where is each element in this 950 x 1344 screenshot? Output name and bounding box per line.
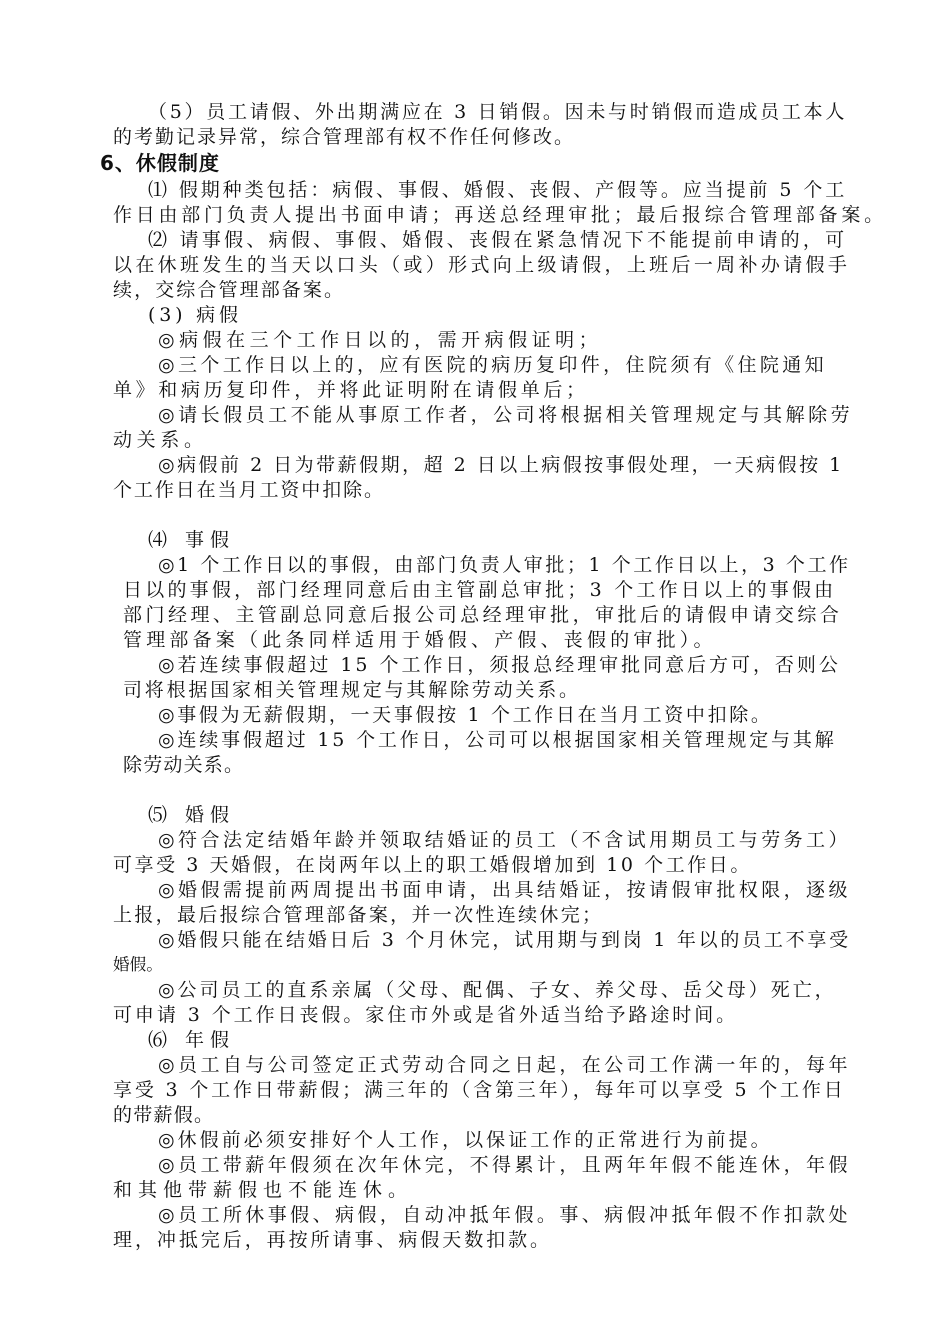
section-heading: 6、休假制度 (100, 151, 220, 175)
paragraph-line: 上报，最后报综合管理部备案，并一次性连续休完； (113, 904, 604, 926)
paragraph-line: 续，交综合管理部备案。 (113, 279, 346, 301)
paragraph-line: ◎符合法定结婚年龄并领取结婚证的员工（不含试用期员工与劳务工） (158, 829, 851, 851)
paragraph-line: ◎三个工作日以上的，应有医院的病历复印件，住院须有《住院通知 (158, 354, 827, 376)
paragraph-line: ◎员工所休事假、病假，自动冲抵年假。事、病假冲抵年假不作扣款处 (158, 1204, 851, 1226)
paragraph-line: 理，冲抵完后，再按所请事、病假天数扣款。 (113, 1229, 553, 1251)
paragraph-line: ◎病假前 2 日为带薪假期，超 2 日以上病假按事假处理，一天病假按 1 (158, 454, 844, 476)
paragraph-line: ◎婚假只能在结婚日后 3 个月休完，试用期与到岗 1 年以的员工不享受 (158, 929, 851, 951)
paragraph-line: 婚假。 (113, 955, 163, 974)
paragraph-line: ◎请长假员工不能从事原工作者，公司将根据相关管理规定与其解除劳 (158, 404, 854, 426)
paragraph-line: ⑴ 假期种类包括：病假、事假、婚假、丧假、产假等。应当提前 5 个工 (148, 179, 848, 201)
paragraph-line: 管理部备案（此条同样适用于婚假、产假、丧假的审批）。 (123, 629, 717, 651)
paragraph-line: 司将根据国家相关管理规定与其解除劳动关系。 (123, 679, 581, 701)
paragraph-line: 个工作日在当月工资中扣除。 (113, 479, 385, 501)
paragraph-line: ◎员工带薪年假须在次年休完，不得累计，且两年年假不能连休，年假 (158, 1154, 851, 1176)
paragraph-line: ◎事假为无薪假期，一天事假按 1 个工作日在当月工资中扣除。 (158, 704, 773, 726)
paragraph-line: ◎婚假需提前两周提出书面申请，出具结婚证，按请假审批权限，逐级 (158, 879, 851, 901)
subsection-title: ⑸ 婚假 (148, 804, 236, 826)
paragraph-line: ◎若连续事假超过 15 个工作日，须报总经理审批同意后方可，否则公 (158, 654, 841, 676)
paragraph-line: ◎1 个工作日以的事假，由部门负责人审批；1 个工作日以上，3 个工作 (158, 554, 851, 576)
paragraph-line: （5）员工请假、外出期满应在 3 日销假。因未与时销假而造成员工本人 (148, 101, 848, 123)
paragraph-line: 除劳动关系。 (123, 754, 245, 776)
paragraph-line: 作日由部门负责人提出书面申请；再送总经理审批；最后报综合管理部备案。 (113, 204, 887, 226)
paragraph-line: 动关系。 (113, 429, 208, 451)
paragraph-line: ⑵ 请事假、病假、事假、婚假、丧假在紧急情况下不能提前申请的，可 (148, 229, 848, 251)
paragraph-line: 以在休班发生的当天以口头（或）形式向上级请假，上班后一周补办请假手 (113, 254, 851, 276)
paragraph-line: ◎病假在三个工作日以的，需开病假证明； (158, 329, 603, 351)
paragraph-line: 日以的事假，部门经理同意后由主管副总审批；3 个工作日以上的事假由 (123, 579, 837, 601)
paragraph-line: 和其他带薪假也不能连休。 (113, 1179, 414, 1201)
paragraph-line: 部门经理、主管副总同意后报公司总经理审批，审批后的请假申请交综合 (123, 604, 843, 626)
paragraph-line: 单》和病历复印件，并将此证明附在请假单后； (113, 379, 589, 401)
paragraph-line: ◎休假前必须安排好个人工作，以保证工作的正常进行为前提。 (158, 1129, 773, 1151)
paragraph-line: 可申请 3 个工作日丧假。家住市外或是省外适当给予路途时间。 (113, 1004, 739, 1026)
paragraph-line: 享受 3 个工作日带薪假；满三年的（含第三年），每年可以享受 5 个工作日 (113, 1079, 846, 1101)
paragraph-line: 的带薪假。 (113, 1104, 215, 1126)
paragraph-line: ◎公司员工的直系亲属（父母、配偶、子女、养父母、岳父母）死亡， (158, 979, 837, 1001)
subsection-title: ⑷ 事假 (148, 529, 236, 551)
subsection-title: ⑹ 年假 (148, 1029, 236, 1051)
paragraph-line: 的考勤记录异常，综合管理部有权不作任何修改。 (113, 126, 576, 148)
paragraph-line: 可享受 3 天婚假，在岗两年以上的职工婚假增加到 10 个工作日。 (113, 854, 752, 876)
paragraph-line: ◎连续事假超过 15 个工作日，公司可以根据国家相关管理规定与其解 (158, 729, 837, 751)
subsection-title: (3) 病假 (148, 304, 242, 326)
paragraph-line: ◎员工自与公司签定正式劳动合同之日起，在公司工作满一年的，每年 (158, 1054, 851, 1076)
